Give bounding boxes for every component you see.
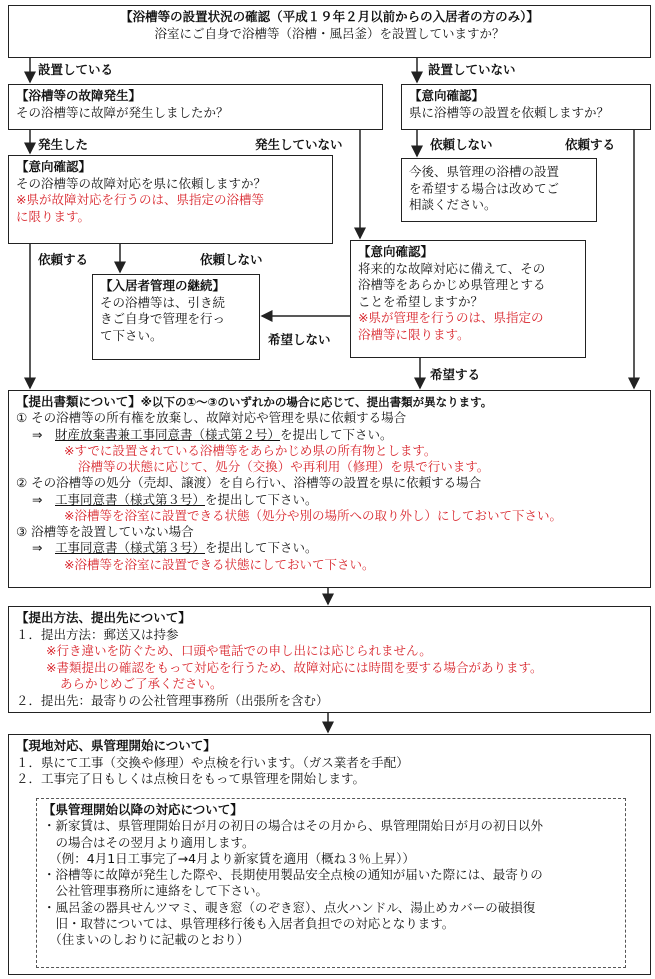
case-2-note: ※浴槽等を浴室に設置できる状態（処分や別の場所への取り外し）にしておいて下さい。 <box>64 507 562 523</box>
label-no-request-right: 依頼しない <box>430 137 493 152</box>
after-line-4: ・浴槽等に故障が発生した際や、長期使用製品安全点検の通知が届いた際には、最寄りの <box>43 867 543 882</box>
submission-note-2: ※書類提出の確認をもって対応を行うため、故障対応には時間を要する場合があります。 <box>46 659 543 675</box>
continue-line-3: て下さい。 <box>100 327 163 343</box>
intent-mid-note-2: 浴槽等に限ります。 <box>358 326 470 342</box>
case-2-arrow: ⇒ <box>32 491 43 507</box>
consult-line-2: を希望する場合は改めてご <box>409 180 560 196</box>
case-1-tail: を提出して下さい。 <box>280 426 393 442</box>
failure-question: その浴槽等に故障が発生しましたか？ <box>16 104 229 120</box>
documents-subtitle: ※以下の①～③のいずれかの場合に応じて、提出書類が異なります。 <box>140 395 493 409</box>
after-line-2: の場合はその翌月より適用します。 <box>43 834 255 850</box>
intent-mid-line-3: ことを希望しますか？ <box>358 293 484 309</box>
submission-documents-box <box>8 390 651 588</box>
case-2-document: 工事同意書（様式第３号） <box>55 491 206 507</box>
after-line-8: （住まいのしおりに記載のとおり） <box>43 932 250 947</box>
label-wish: 希望する <box>430 367 481 382</box>
intent-mid-line-1: 将来的な故障対応に備えて、その <box>358 260 546 276</box>
install-status-question: 浴室にご自身で浴槽等（浴槽・風呂釜）を設置していますか？ <box>154 25 505 41</box>
after-line-1: ・新家賃は、県管理開始日が月の初日の場合はその月から、県管理開始日が月の初日以外 <box>43 818 544 834</box>
case-1-document: 財産放棄書兼工事同意書（様式第２号） <box>55 426 281 442</box>
after-line-7: 旧・取替については、県管理移行後も入居者負担での対応となります。 <box>43 915 455 931</box>
resident-management-box <box>92 274 260 360</box>
after-management-box <box>36 798 626 968</box>
after-line-5: 公社管理事務所に連絡をして下さい。 <box>43 883 269 899</box>
case-3-document: 工事同意書（様式第３号） <box>55 540 206 556</box>
label-occurred: 発生した <box>38 137 89 152</box>
documents-title: 【提出書類について】 <box>16 394 141 409</box>
continue-line-2: きご自身で管理を行っ <box>100 311 226 326</box>
intent-left-question: その浴槽等の故障対応を県に依頼しますか？ <box>16 175 267 191</box>
failure-title: 【浴槽等の故障発生】 <box>16 88 142 103</box>
onsite-title: 【現地対応、県管理開始について】 <box>16 738 216 753</box>
label-not-installed: 設置していない <box>428 62 516 77</box>
intent-left-note-1: ※県が故障対応を行うのは、県指定の浴槽等 <box>16 192 264 207</box>
after-line-6: ・風呂釜の器具せんツマミ、覗き窓（のぞき窓）、点火ハンドル、湯止めカバーの破損復 <box>43 899 536 915</box>
onsite-line-1: １．県にて工事（交換や修理）や点検を行います。（ガス業者を手配） <box>16 754 409 770</box>
case-3-tail: を提出して下さい。 <box>205 540 318 556</box>
submission-title: 【提出方法、提出先について】 <box>16 610 191 625</box>
intent-left-note-2: に限ります。 <box>16 208 91 224</box>
case-3-arrow: ⇒ <box>32 540 43 556</box>
submission-method-box <box>8 606 651 713</box>
label-no-request-mid: 依頼しない <box>200 252 263 267</box>
label-no-wish: 希望しない <box>268 332 331 347</box>
intent-mid-line-2: 浴槽等をあらかじめ県管理とする <box>358 277 546 292</box>
intent-repair-request-box <box>8 155 333 244</box>
label-not-occurred: 発生していない <box>255 137 343 152</box>
failure-occurrence-box <box>8 84 383 130</box>
continue-title: 【入居者管理の継続】 <box>100 278 226 293</box>
consult-line-3: 相談ください。 <box>409 197 497 212</box>
after-title: 【県管理開始以降の対応について】 <box>43 802 243 817</box>
intent-right-question: 県に浴槽等の設置を依頼しますか？ <box>409 104 610 120</box>
case-1-note-1: ※すでに設置されている浴槽等をあらかじめ県の所有物とします。 <box>64 442 437 458</box>
label-request-left: 依頼する <box>38 252 89 267</box>
label-installed: 設置している <box>38 62 114 77</box>
onsite-line-2: ２．工事完了日もしくは点検日をもって県管理を開始します。 <box>16 771 366 786</box>
submission-destination: ２．提出先：最寄りの公社管理事務所（出張所を含む） <box>16 692 329 708</box>
case-1: ① その浴槽等の所有権を放棄し、故障対応や管理を県に依頼する場合 <box>16 410 407 426</box>
intent-mid-note-1: ※県が管理を行うのは、県指定の <box>358 310 544 325</box>
install-status-box <box>8 5 651 58</box>
intent-install-request-box <box>401 84 651 130</box>
case-1-arrow: ⇒ <box>32 426 43 442</box>
intent-mid-title: 【意向確認】 <box>358 244 434 259</box>
case-2: ② その浴槽等の処分（売却、譲渡）を自ら行い、浴槽等の設置を県に依頼する場合 <box>16 475 482 491</box>
intent-right-title: 【意向確認】 <box>409 88 485 103</box>
install-status-title: 【浴槽等の設置状況の確認（平成１９年２月以前からの入居者の方のみ）】 <box>120 9 539 24</box>
consult-box <box>401 158 597 222</box>
case-2-tail: を提出して下さい。 <box>205 491 318 507</box>
intent-left-title: 【意向確認】 <box>16 159 92 174</box>
case-3-note: ※浴槽等を浴室に設置できる状態にしておいて下さい。 <box>64 556 375 572</box>
case-3: ③ 浴槽等を設置していない場合 <box>16 524 194 539</box>
intent-prior-management-box <box>350 240 586 358</box>
consult-line-1: 今後、県管理の浴槽の設置 <box>409 164 560 179</box>
after-line-3: （例：4月1日工事完了→4月より新家賃を適用（概ね３％上昇）） <box>43 850 415 866</box>
case-1-note-2: 浴槽等の状態に応じて、処分（交換）や再利用（修理）を県で行います。 <box>78 459 490 474</box>
submission-method: １．提出方法：郵送又は持参 <box>16 626 179 642</box>
continue-line-1: その浴槽等は、引き続 <box>100 294 226 310</box>
submission-note-3: あらかじめご了承ください。 <box>60 676 223 691</box>
submission-note-1: ※行き違いを防ぐため、口頭や電話での申し出には応じられません。 <box>46 643 432 658</box>
label-request-right: 依頼する <box>565 137 616 152</box>
